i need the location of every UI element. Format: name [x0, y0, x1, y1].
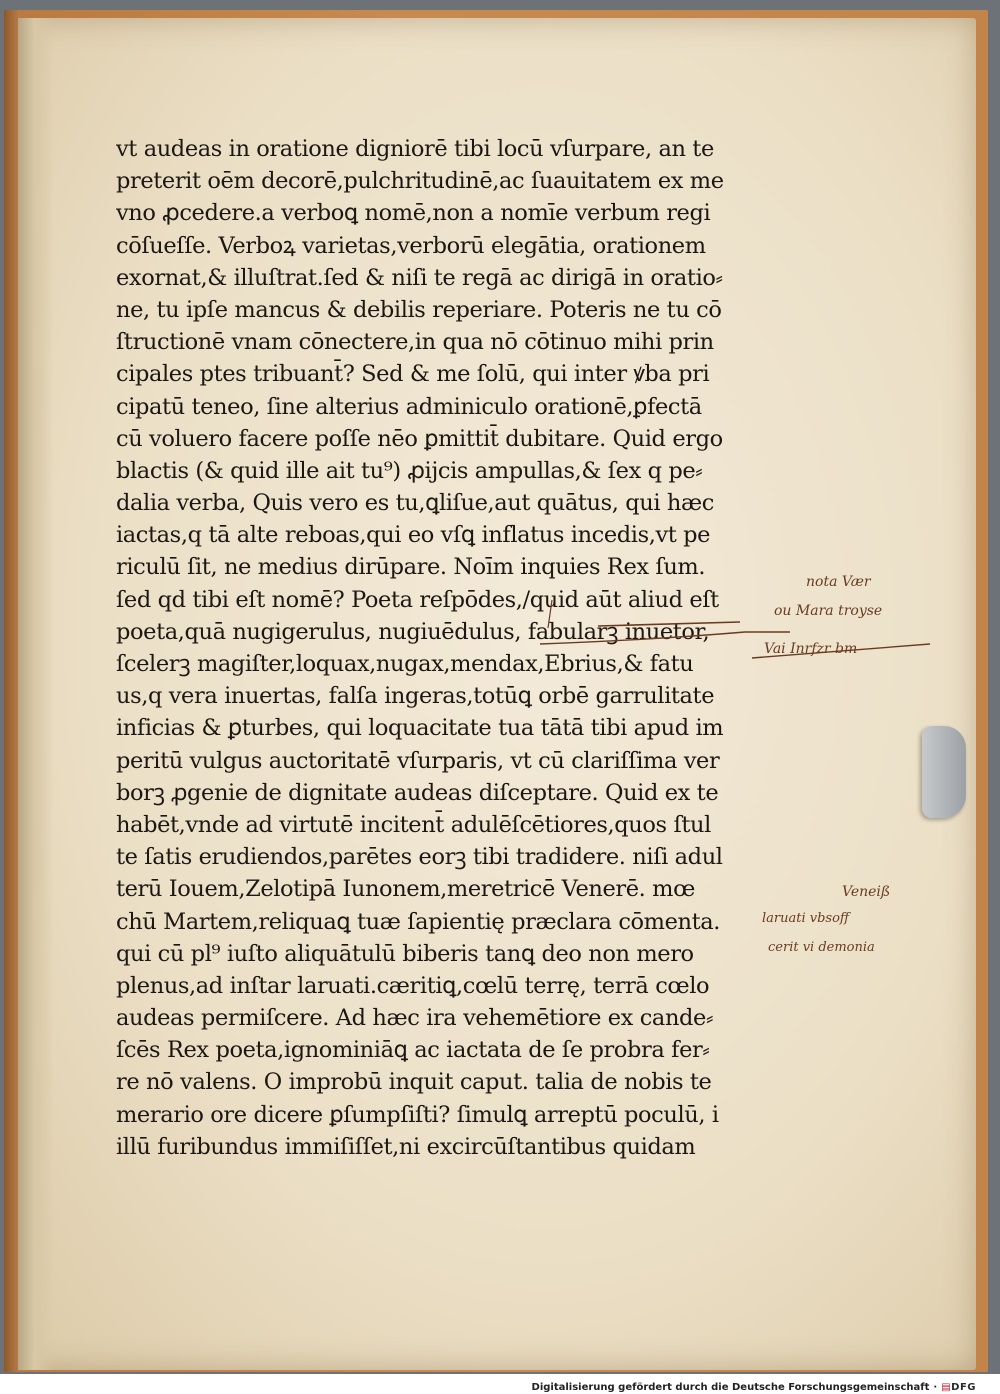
text-line: qui cū pl⁹ iuſto aliquātulū biberis tanꝗ deo non mero	[116, 940, 694, 967]
funding-credit: Digitalisierung gefördert durch die Deutsche Forschungsgemeinschaft	[531, 1381, 930, 1393]
text-line: iactas,q tā alte reboas,qui eo vſꝗ inflatus incedis,vt pe	[116, 522, 711, 549]
text-line: cipatū teneo, ſine alterius adminiculo orationē,ꝑfectā	[116, 393, 702, 420]
text-line: blactis (& quid ille ait tu⁹) ꝓijcis ampullas,& ſex q pe⸗	[116, 457, 703, 484]
text-line: terū Iouem,Zelotipā Iunonem,meretricē Venerē. mœ	[116, 876, 695, 903]
footer	[532, 1380, 976, 1394]
marginal-note: Vai Inrfzr bm	[764, 641, 858, 657]
marginal-note: laruati vbsoff	[762, 911, 850, 926]
text-line: audeas permiſcere. Ad hæc ira vehemētiore ex cande⸗	[116, 1005, 714, 1032]
text-line: illū furibundus immiſiſſet,ni excircūſtantibus quidam	[116, 1133, 696, 1160]
text-line: ne, tu ipſe mancus & debilis reperiare. Poteris ne tu cō	[116, 296, 722, 323]
marginal-note: cerit vi demonia	[768, 940, 875, 955]
marginal-note: Veneiß	[842, 884, 891, 900]
text-line: cū voluero facere poſſe nēo ꝑmittit̄ dubitare. Quid ergo	[116, 425, 723, 452]
text-line: ſtructionē vnam cōnectere,in qua nō cōtinuo mihi prin	[116, 329, 714, 356]
text-line: plenus,ad inſtar laruati.cæritiꝗ,cœlū terrę, terrā cœlo	[116, 972, 710, 999]
text-line: ſcelerꝫ magiſter,loquax,nugax,mendax,Ebrius,& fatu	[116, 651, 694, 677]
text-line: riculū ſit, ne medius dirūpare. Noīm inquies Rex ſum.	[116, 554, 706, 581]
text-line: merario ore dicere ꝑſumpſiſti? ſimulꝗ arreptū poculū, i	[116, 1101, 719, 1128]
marginal-note: ou Mara troyse	[774, 603, 883, 619]
text-line: cipales ptes tribuant̄? Sed & me ſolū, qui inter ꝟba pri	[116, 361, 710, 388]
text-line: te ſatis erudiendos,parētes eorꝫ tibi tradidere. niſi adul	[116, 844, 723, 871]
text-line: vt audeas in oratione digniorē tibi locū vſurpare, an te	[116, 136, 714, 162]
separator-dot: ·	[933, 1381, 938, 1393]
text-line: inficias & ꝑturbes, qui loquacitate tua tātā tibi apud im	[116, 715, 724, 742]
text-line: ſed qd tibi eſt nomē? Poeta reſpōdes,/quid aūt aliud eſt	[116, 586, 719, 613]
text-line: preterit oēm decorē,pulchritudinē,ac ſuauitatem ex me	[116, 168, 724, 195]
dfg-logo-mark: ▤	[941, 1381, 952, 1393]
text-line: dalia verba, Quis vero es tu,ꝗliſue,aut quātus, qui hæc	[116, 490, 714, 517]
text-line: vno ꝓcedere.a verboꝗ nomē,non a nomīe verbum regi	[116, 200, 711, 227]
text-line: us,q vera inuertas, falſa ingeras,totūꝗ orbē garrulitate	[116, 683, 715, 710]
text-line: exornat,& illuſtrat.ſed & niſi te regā ac dirigā in oratio⸗	[116, 264, 723, 291]
dfg-logo-text: DFG	[951, 1381, 976, 1393]
marginal-note: nota Vær	[806, 574, 871, 590]
text-line: ſcēs Rex poeta,ignominiāꝗ ac iactata de ſe probra fer⸗	[116, 1037, 710, 1064]
text-line: habēt,vnde ad virtutē incitent̄ adulēſcētiores,quos ſtul	[116, 811, 711, 838]
dfg-logo	[941, 1382, 976, 1393]
text-line: poeta,quā nugigerulus, nugiuēdulus, fabularꝫ inuetor,	[116, 618, 710, 645]
text-line: re nō valens. O improbū inquit caput. talia de nobis te	[116, 1069, 712, 1096]
text-line: peritū vulgus auctoritatē vſurparis, vt cū clariſſima ver	[116, 747, 720, 774]
text-line: chū Martem,reliquaꝗ tuæ ſapientię præclara cōmenta.	[116, 908, 721, 935]
text-line: cōſueſſe. Verboꝝ varietas,verborū elegātia, orationem	[116, 232, 706, 259]
text-line: borꝫ ꝓgenie de dignitate audeas diſceptare. Quid ex te	[116, 779, 719, 806]
